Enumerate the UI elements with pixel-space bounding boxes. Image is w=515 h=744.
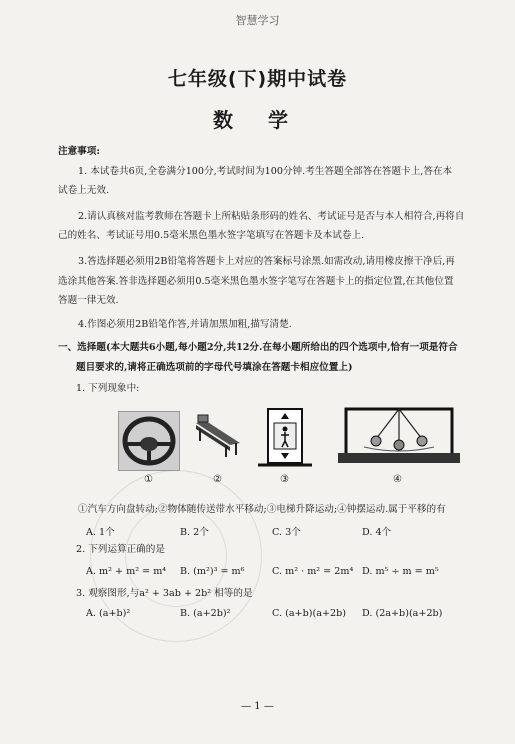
notice-item-1-line-2: 试卷上无效. xyxy=(58,185,110,196)
q2-option-b: B. (m²)³ = m⁶ xyxy=(180,566,245,577)
header-watermark: 智慧学习 xyxy=(235,14,280,27)
pendulum-image xyxy=(336,403,462,465)
q1-option-b: B. 2个 xyxy=(180,527,209,538)
q1-option-a: A. 1个 xyxy=(86,527,115,538)
notice-item-3-line-2: 选涂其他答案.答非选择题必须用0.5毫米黑色墨水签字笔写在答题卡上的指定位置,在其他位置 xyxy=(58,276,454,287)
exam-title: 七年级(下)期中试卷 xyxy=(167,68,348,90)
q2-stem: 2. 下列运算正确的是 xyxy=(76,544,165,555)
notice-item-1-line-1: 1. 本试卷共6页,全卷满分100分,考试时间为100分钟.考生答题全部答在答题卡上,答在本 xyxy=(78,166,453,177)
notice-heading: 注意事项: xyxy=(58,146,100,157)
notice-item-4: 4.作图必须用2B铅笔作答,并请加黑加粗,描写清楚. xyxy=(78,319,292,330)
q1-option-d: D. 4个 xyxy=(362,527,392,538)
q1-description: ①汽车方向盘转动;②物体随传送带水平移动;③电梯升降运动;④钟摆运动.属于平移的有 xyxy=(78,504,446,515)
q3-stem: 3. 观察图形,与a² + 3ab + 2b² 相等的是 xyxy=(76,588,253,599)
notice-item-3-line-3: 答题一律无效. xyxy=(58,295,119,306)
section-1-heading-line-2: 题目要求的,请将正确选项前的字母代号填涂在答题卡相应位置上) xyxy=(76,362,353,373)
picture-label-3: ③ xyxy=(280,474,289,485)
picture-label-1: ① xyxy=(144,474,153,485)
elevator-image xyxy=(256,407,314,467)
section-1-heading-line-1: 一、选择题(本大题共6小题,每小题2分,共12分.在每小题所给出的四个选项中,恰有一项是符合 xyxy=(58,342,458,353)
q2-option-d: D. m⁵ ÷ m = m⁵ xyxy=(362,566,439,577)
steering-wheel-image xyxy=(118,411,180,471)
page-number: — 1 — xyxy=(241,701,274,712)
q2-option-c: C. m² · m² = 2m⁴ xyxy=(272,566,354,577)
picture-label-2: ② xyxy=(213,474,222,485)
picture-label-4: ④ xyxy=(393,474,402,485)
q3-option-b: B. (a+2b)² xyxy=(180,608,231,619)
q3-option-a: A. (a+b)² xyxy=(86,608,131,619)
notice-item-2-line-1: 2.请认真核对监考教师在答题卡上所粘贴条形码的姓名、考试证号是否与本人相符合,再将自 xyxy=(78,211,465,222)
subject-title: 数 学 xyxy=(213,108,302,132)
q3-option-d: D. (2a+b)(a+2b) xyxy=(362,608,443,619)
q2-option-a: A. m² + m² = m⁴ xyxy=(86,566,167,577)
q1-stem: 1. 下列现象中: xyxy=(76,383,140,394)
notice-item-2-line-2: 己的姓名、考试证号用0.5毫米黑色墨水签字笔填写在答题卡及本试卷上. xyxy=(58,230,365,241)
q1-option-c: C. 3个 xyxy=(272,527,301,538)
q3-option-c: C. (a+b)(a+2b) xyxy=(272,608,346,619)
conveyor-belt-image xyxy=(190,411,244,461)
notice-item-3-line-1: 3.答选择题必须用2B铅笔将答题卡上对应的答案标号涂黑.如需改动,请用橡皮擦干净后,再 xyxy=(78,256,455,267)
